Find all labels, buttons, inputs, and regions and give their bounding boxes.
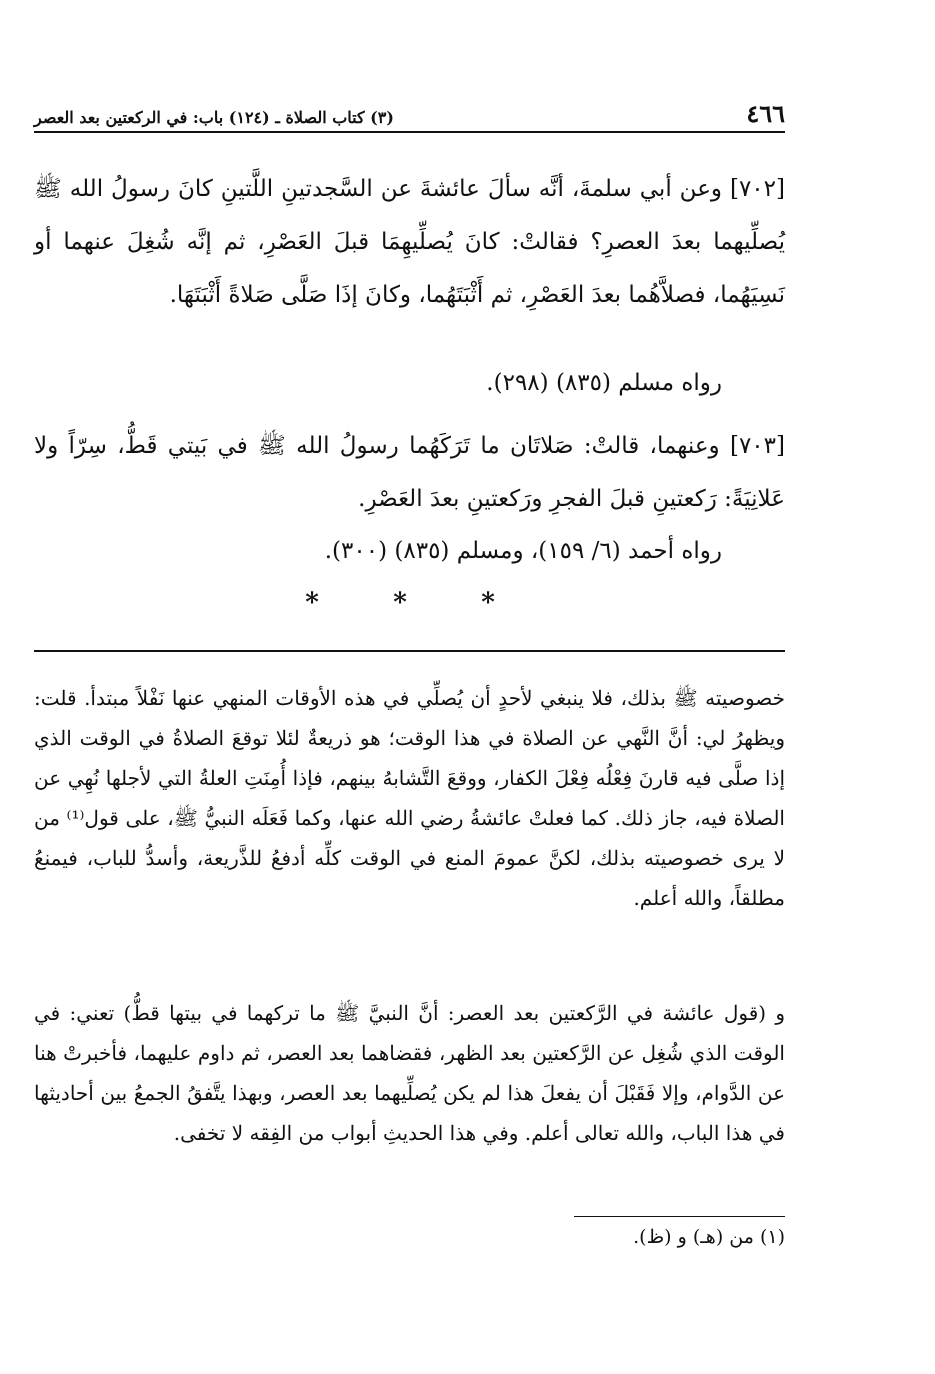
commentary-rule [34,650,785,652]
page-header [34,94,785,126]
hadith-702-source: رواه مسلم (٨٣٥) (٢٩٨). [486,370,722,396]
hadith-703-source: رواه أحمد (٦/ ١٥٩)، ومسلم (٨٣٥) (٣٠٠). [324,538,722,564]
commentary-paragraph-2: و (قول عائشة في الرَّكعتين بعد العصر: أنَّ النبيَّ ﷺ ما تركهما في بيتها قطُّ) تعني: في الوقت الذي شُغِل عن الرَّكعتين بعد الظهر، فقضاهما بعد العصر، ثم داوم عليهما، فأخبرتْ هنا عن الدَّوام، وإلا فَقَبْلَ أن يفعلَ هذا لم يكن يُصلِّيهما بعد العصر، وبهذا يتَّفقُ الجمعُ بين أحاديثها في هذا الباب، والله تعالى أعلم. وفي هذا الحديثِ أبواب من الفِقه لا تخفى. [34,1001,785,1145]
commentary-paragraph-1: خصوصيته ﷺ بذلك، فلا ينبغي لأحدٍ أن يُصلِّي في هذه الأوقات المنهي عنها نَفْلاً مبتدأ. قلت: ويظهرُ لي: أنَّ النَّهي عن الصلاة في هذا الوقت؛ هو ذريعةٌ لئلا توقعَ الصلاةُ في الوقت الذي إذا صلَّى فيه قارنَ فِعْلُه فِعْلَ الكفار، ووقعَ التَّشابهُ بينهم، فإذا أُمِنَتِ العلةُ التي لأجلها نُهِي عن الصلاة فيه، جاز ذلك. كما فعلتْ عائشةُ رضي الله عنها، وكما فَعَلَه النبيُّ ﷺ، على قول⁽¹⁾ من لا يرى خصوصيته بذلك، لكنَّ عمومَ المنع في الوقت كلِّه أدفعُ للذَّريعة، وأسدُّ للباب، فيمنعُ مطلقاً، والله أعلم. [34,686,785,910]
hadith-702-text: [٧٠٢] وعن أبي سلمةَ، أنَّه سألَ عائشةَ عن السَّجدتينِ اللَّتينِ كانَ رسولُ الله ﷺ يُصلِّيهما بعدَ العصرِ؟ فقالتْ: كانَ يُصلِّيهِمَا قبلَ العَصْرِ، ثم إنَّه شُغِلَ عنهما أو نَسِيَهُما، فصلاَّهُما بعدَ العَصْرِ، ثم أَثْبَتَهُما، وكانَ إذَا صَلَّى صَلاةً أَثْبَتَهَا. [34,176,785,308]
separator-star: * [393,588,407,618]
running-title: (٣) كتاب الصلاة ـ (١٢٤) باب: في الركعتين بعد العصر [34,108,394,127]
header-rule [34,131,785,133]
section-separator [300,588,500,618]
separator-star: * [481,588,495,618]
separator-star: * [305,588,319,618]
footnote-rule [574,1216,785,1217]
footnote-text: (١) من (هـ) و (ظ). [633,1226,785,1248]
page-number: ٤٦٦ [746,99,785,128]
hadith-703-text: [٧٠٣] وعنهما، قالتْ: صَلاتَان ما تَرَكَهُما رسولُ الله ﷺ في بَيتي قَطُّ، سِرّاً ولا عَلانِيَةً: رَكعتينِ قبلَ الفجرِ ورَكعتينِ بعدَ العَصْرِ. [34,433,785,512]
